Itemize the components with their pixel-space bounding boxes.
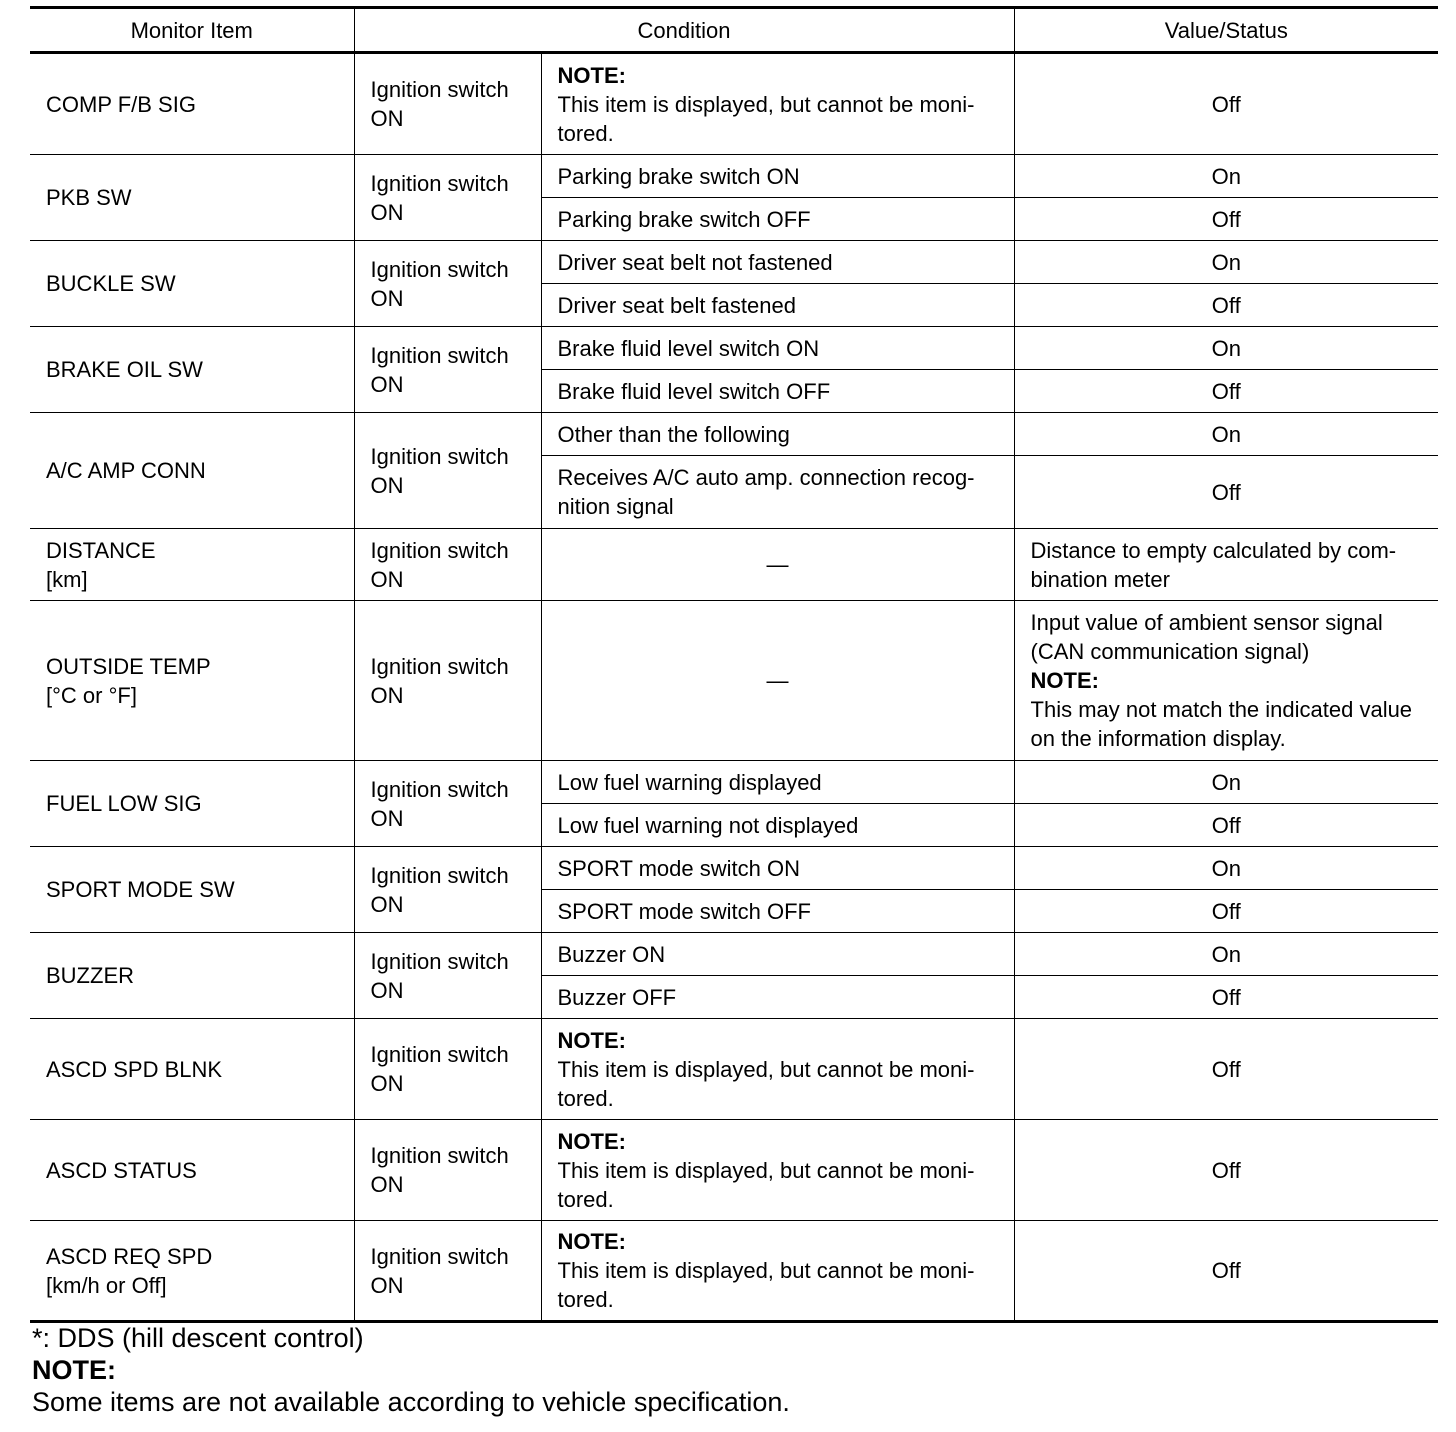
header-value-status: Value/Status [1014, 8, 1438, 53]
ignition-cell: Ignition switch ON [354, 529, 541, 601]
condition-cell: SPORT mode switch ON [541, 847, 1014, 890]
monitor-item-cell: COMP F/B SIG [30, 53, 354, 155]
table-row [30, 53, 1438, 155]
monitor-item-cell: ASCD REQ SPD [km/h or Off] [30, 1221, 354, 1322]
table-row [30, 155, 1438, 198]
table-row [30, 529, 1438, 601]
condition-dash-cell: — [541, 529, 1014, 601]
table-header-row [30, 8, 1438, 53]
condition-cell: Parking brake switch OFF [541, 198, 1014, 241]
condition-cell: Driver seat belt not fastened [541, 241, 1014, 284]
condition-cell: Receives A/C auto amp. connection recog-nition signal [541, 456, 1014, 529]
footer-note-text: Some items are not available according to vehicle specification. [32, 1387, 790, 1417]
value-cell: Off [1014, 890, 1438, 933]
condition-cell: Low fuel warning displayed [541, 761, 1014, 804]
table-row [30, 413, 1438, 456]
condition-note-cell: NOTE: This item is displayed, but cannot be moni-tored. [541, 53, 1014, 155]
value-cell: On [1014, 761, 1438, 804]
condition-cell: Other than the following [541, 413, 1014, 456]
condition-cell: Buzzer OFF [541, 976, 1014, 1019]
ignition-cell: Ignition switch ON [354, 847, 541, 933]
value-cell: Off [1014, 1019, 1438, 1120]
value-cell: On [1014, 241, 1438, 284]
condition-cell: Buzzer ON [541, 933, 1014, 976]
table-row [30, 241, 1438, 284]
ignition-cell: Ignition switch ON [354, 413, 541, 529]
ignition-cell: Ignition switch ON [354, 53, 541, 155]
value-cell: Off [1014, 1221, 1438, 1322]
value-cell: Off [1014, 284, 1438, 327]
table-row [30, 1019, 1438, 1120]
monitor-item-cell: OUTSIDE TEMP [°C or °F] [30, 601, 354, 761]
table-row [30, 1221, 1438, 1322]
value-cell: On [1014, 413, 1438, 456]
monitor-table [30, 6, 1438, 1323]
condition-cell: Brake fluid level switch OFF [541, 370, 1014, 413]
ignition-cell: Ignition switch ON [354, 1019, 541, 1120]
ignition-cell: Ignition switch ON [354, 933, 541, 1019]
condition-note-cell: NOTE: This item is displayed, but cannot be moni-tored. [541, 1221, 1014, 1322]
monitor-item-cell: A/C AMP CONN [30, 413, 354, 529]
value-cell: On [1014, 847, 1438, 890]
table-row [30, 933, 1438, 976]
ignition-cell: Ignition switch ON [354, 1221, 541, 1322]
condition-cell: Parking brake switch ON [541, 155, 1014, 198]
value-cell: Off [1014, 976, 1438, 1019]
value-cell: On [1014, 327, 1438, 370]
monitor-item-cell: BUZZER [30, 933, 354, 1019]
monitor-item-cell: SPORT MODE SW [30, 847, 354, 933]
ignition-cell: Ignition switch ON [354, 241, 541, 327]
condition-note-cell: NOTE: This item is displayed, but cannot be moni-tored. [541, 1019, 1014, 1120]
ignition-cell: Ignition switch ON [354, 601, 541, 761]
value-cell: Off [1014, 1120, 1438, 1221]
value-cell: On [1014, 933, 1438, 976]
monitor-item-cell: BRAKE OIL SW [30, 327, 354, 413]
condition-cell: SPORT mode switch OFF [541, 890, 1014, 933]
value-cell: Off [1014, 198, 1438, 241]
value-cell: Off [1014, 53, 1438, 155]
monitor-item-cell: PKB SW [30, 155, 354, 241]
monitor-item-cell: ASCD SPD BLNK [30, 1019, 354, 1120]
value-cell: Off [1014, 370, 1438, 413]
table-row [30, 601, 1438, 761]
monitor-item-cell: DISTANCE [km] [30, 529, 354, 601]
condition-cell: Driver seat belt fastened [541, 284, 1014, 327]
condition-note-cell: NOTE: This item is displayed, but cannot be moni-tored. [541, 1120, 1014, 1221]
condition-cell: Low fuel warning not displayed [541, 804, 1014, 847]
footer-notes [32, 1322, 790, 1418]
table-row [30, 847, 1438, 890]
value-cell: On [1014, 155, 1438, 198]
value-cell: Off [1014, 456, 1438, 529]
table-row [30, 1120, 1438, 1221]
ignition-cell: Ignition switch ON [354, 327, 541, 413]
value-cell: Distance to empty calculated by com-bination meter [1014, 529, 1438, 601]
condition-cell: Brake fluid level switch ON [541, 327, 1014, 370]
monitor-item-cell: ASCD STATUS [30, 1120, 354, 1221]
monitor-item-cell: BUCKLE SW [30, 241, 354, 327]
ignition-cell: Ignition switch ON [354, 761, 541, 847]
condition-dash-cell: — [541, 601, 1014, 761]
value-cell: Input value of ambient sensor signal (CAN communication signal) NOTE: This may not match the indicated value on the information display. [1014, 601, 1438, 761]
ignition-cell: Ignition switch ON [354, 155, 541, 241]
header-monitor-item: Monitor Item [30, 8, 354, 53]
header-condition: Condition [354, 8, 1014, 53]
footnote-dds: *: DDS (hill descent control) [32, 1323, 364, 1353]
table-row [30, 327, 1438, 370]
monitor-item-cell: FUEL LOW SIG [30, 761, 354, 847]
table-row [30, 761, 1438, 804]
value-cell: Off [1014, 804, 1438, 847]
ignition-cell: Ignition switch ON [354, 1120, 541, 1221]
footer-note-label: NOTE: [32, 1355, 116, 1385]
